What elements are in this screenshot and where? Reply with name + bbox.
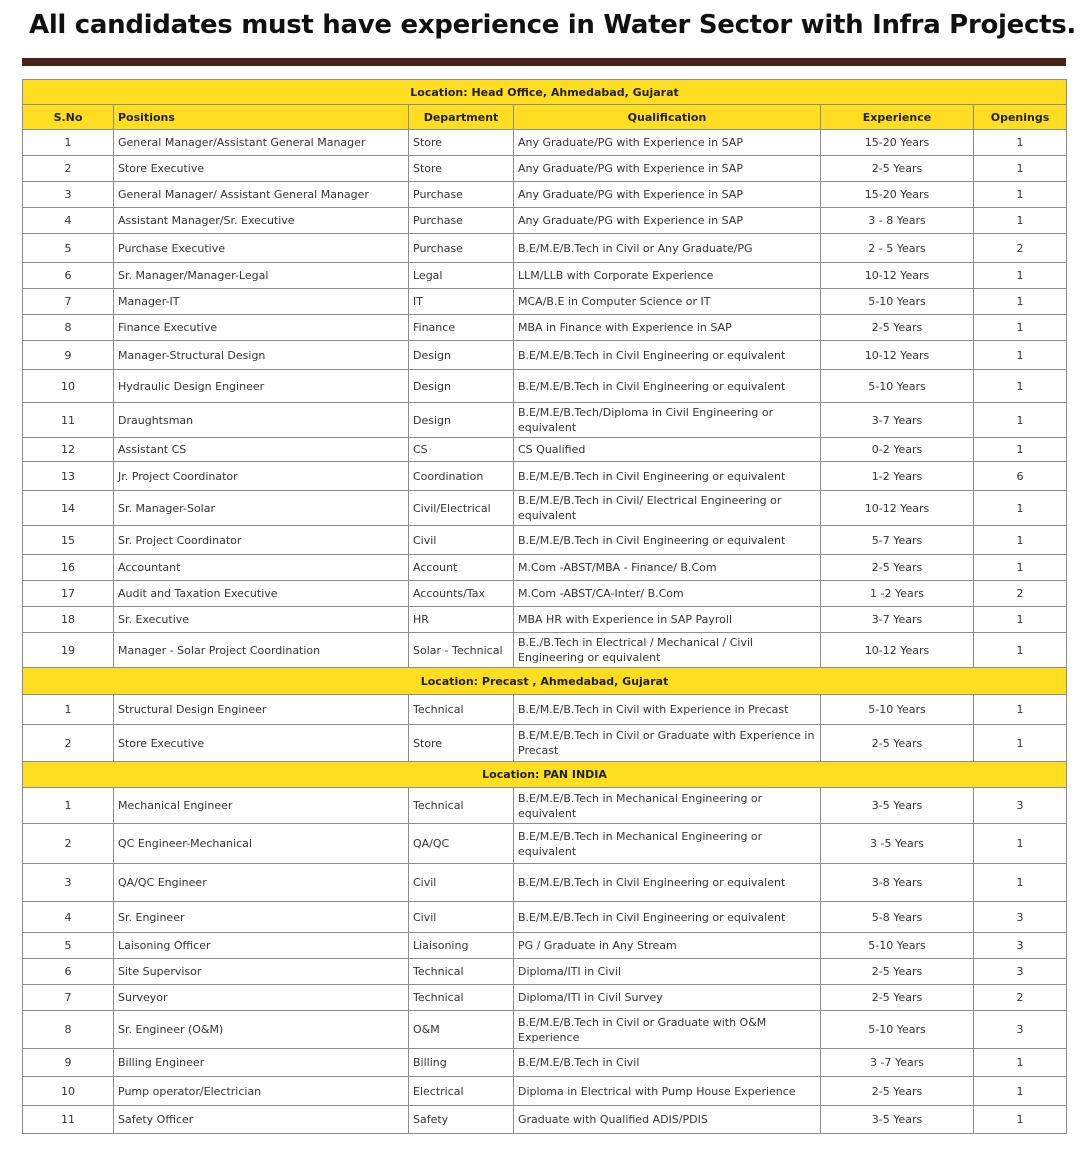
cell-qualification: B.E./B.Tech in Electrical / Mechanical / Civil Engineering or equivalent xyxy=(514,633,821,668)
cell-qualification: Any Graduate/PG with Experience in SAP xyxy=(514,208,821,234)
table-row xyxy=(23,824,1067,864)
table-row xyxy=(23,725,1067,762)
cell-position: Store Executive xyxy=(114,725,409,762)
cell-s-no: 7 xyxy=(23,985,114,1011)
table-row xyxy=(23,1077,1067,1106)
cell-department: HR xyxy=(409,607,514,633)
table-row xyxy=(23,341,1067,370)
cell-qualification: Diploma/ITI in Civil xyxy=(514,959,821,985)
cell-department: IT xyxy=(409,289,514,315)
table-row xyxy=(23,581,1067,607)
cell-department: Solar - Technical xyxy=(409,633,514,668)
page-headline: All candidates must have experience in Water Sector with Infra Projects. xyxy=(29,10,1076,40)
column-header-department: Department xyxy=(409,105,514,130)
table-row xyxy=(23,289,1067,315)
cell-position: General Manager/ Assistant General Manager xyxy=(114,182,409,208)
cell-position: General Manager/Assistant General Manager xyxy=(114,130,409,156)
table-row xyxy=(23,695,1067,725)
table-row xyxy=(23,403,1067,438)
cell-s-no: 17 xyxy=(23,581,114,607)
cell-qualification: MBA in Finance with Experience in SAP xyxy=(514,315,821,341)
cell-department: Civil xyxy=(409,864,514,902)
cell-department: Design xyxy=(409,341,514,370)
cell-openings: 1 xyxy=(974,695,1067,725)
cell-position: Safety Officer xyxy=(114,1106,409,1134)
cell-openings: 1 xyxy=(974,1049,1067,1077)
cell-s-no: 14 xyxy=(23,491,114,526)
cell-qualification: Graduate with Qualified ADIS/PDIS xyxy=(514,1106,821,1134)
location-label: Location: PAN INDIA xyxy=(23,762,1067,788)
cell-s-no: 2 xyxy=(23,725,114,762)
cell-department: QA/QC xyxy=(409,824,514,864)
cell-experience: 2-5 Years xyxy=(821,1077,974,1106)
cell-experience: 5-7 Years xyxy=(821,526,974,555)
table-row xyxy=(23,182,1067,208)
cell-department: Design xyxy=(409,370,514,403)
cell-s-no: 18 xyxy=(23,607,114,633)
cell-openings: 2 xyxy=(974,581,1067,607)
cell-department: Civil xyxy=(409,526,514,555)
cell-experience: 2-5 Years xyxy=(821,725,974,762)
cell-s-no: 4 xyxy=(23,208,114,234)
cell-experience: 1 -2 Years xyxy=(821,581,974,607)
cell-qualification: B.E/M.E/B.Tech in Civil xyxy=(514,1049,821,1077)
cell-department: Technical xyxy=(409,695,514,725)
column-header-s-no: S.No xyxy=(23,105,114,130)
cell-experience: 2 - 5 Years xyxy=(821,234,974,263)
cell-qualification: B.E/M.E/B.Tech in Civil or Any Graduate/PG xyxy=(514,234,821,263)
cell-openings: 2 xyxy=(974,234,1067,263)
cell-experience: 5-10 Years xyxy=(821,289,974,315)
cell-department: Technical xyxy=(409,788,514,824)
table-row xyxy=(23,902,1067,933)
cell-department: Store xyxy=(409,156,514,182)
location-label: Location: Head Office, Ahmedabad, Gujarat xyxy=(23,80,1067,105)
cell-experience: 10-12 Years xyxy=(821,633,974,668)
cell-position: Assistant Manager/Sr. Executive xyxy=(114,208,409,234)
location-row xyxy=(23,668,1067,695)
table-row xyxy=(23,208,1067,234)
cell-department: Civil/Electrical xyxy=(409,491,514,526)
location-label: Location: Precast , Ahmedabad, Gujarat xyxy=(23,668,1067,695)
cell-position: Site Supervisor xyxy=(114,959,409,985)
cell-s-no: 13 xyxy=(23,462,114,491)
cell-openings: 3 xyxy=(974,933,1067,959)
cell-s-no: 7 xyxy=(23,289,114,315)
cell-position: Pump operator/Electrician xyxy=(114,1077,409,1106)
cell-position: Accountant xyxy=(114,555,409,581)
cell-openings: 1 xyxy=(974,341,1067,370)
cell-experience: 5-10 Years xyxy=(821,933,974,959)
cell-experience: 3 -7 Years xyxy=(821,1049,974,1077)
cell-qualification: MBA HR with Experience in SAP Payroll xyxy=(514,607,821,633)
cell-department: Liaisoning xyxy=(409,933,514,959)
table-row xyxy=(23,462,1067,491)
cell-openings: 1 xyxy=(974,607,1067,633)
cell-experience: 3-8 Years xyxy=(821,864,974,902)
cell-experience: 15-20 Years xyxy=(821,182,974,208)
cell-experience: 10-12 Years xyxy=(821,491,974,526)
cell-position: Structural Design Engineer xyxy=(114,695,409,725)
cell-qualification: B.E/M.E/B.Tech in Civil Engineering or equivalent xyxy=(514,341,821,370)
cell-position: Hydraulic Design Engineer xyxy=(114,370,409,403)
cell-experience: 5-10 Years xyxy=(821,695,974,725)
cell-s-no: 9 xyxy=(23,341,114,370)
cell-experience: 3-5 Years xyxy=(821,788,974,824)
cell-position: Surveyor xyxy=(114,985,409,1011)
job-openings-table xyxy=(22,79,1067,1134)
cell-s-no: 4 xyxy=(23,902,114,933)
cell-experience: 10-12 Years xyxy=(821,263,974,289)
cell-s-no: 6 xyxy=(23,263,114,289)
cell-qualification: B.E/M.E/B.Tech in Civil Engineering or equivalent xyxy=(514,902,821,933)
table-row xyxy=(23,633,1067,668)
cell-qualification: Any Graduate/PG with Experience in SAP xyxy=(514,130,821,156)
cell-s-no: 8 xyxy=(23,1011,114,1049)
cell-experience: 2-5 Years xyxy=(821,156,974,182)
cell-experience: 5-8 Years xyxy=(821,902,974,933)
cell-openings: 1 xyxy=(974,208,1067,234)
cell-position: Draughtsman xyxy=(114,403,409,438)
cell-experience: 15-20 Years xyxy=(821,130,974,156)
cell-qualification: B.E/M.E/B.Tech in Civil Engineering or equivalent xyxy=(514,462,821,491)
cell-openings: 1 xyxy=(974,156,1067,182)
table-row xyxy=(23,263,1067,289)
table-row xyxy=(23,234,1067,263)
cell-openings: 1 xyxy=(974,289,1067,315)
cell-position: Manager-Structural Design xyxy=(114,341,409,370)
cell-department: Electrical xyxy=(409,1077,514,1106)
cell-position: Jr. Project Coordinator xyxy=(114,462,409,491)
table-row xyxy=(23,985,1067,1011)
cell-experience: 2-5 Years xyxy=(821,315,974,341)
cell-openings: 3 xyxy=(974,788,1067,824)
cell-s-no: 15 xyxy=(23,526,114,555)
cell-s-no: 10 xyxy=(23,370,114,403)
cell-qualification: Any Graduate/PG with Experience in SAP xyxy=(514,156,821,182)
cell-qualification: Diploma/ITI in Civil Survey xyxy=(514,985,821,1011)
cell-position: Audit and Taxation Executive xyxy=(114,581,409,607)
cell-position: Billing Engineer xyxy=(114,1049,409,1077)
cell-position: Sr. Manager/Manager-Legal xyxy=(114,263,409,289)
cell-openings: 1 xyxy=(974,1077,1067,1106)
cell-department: Design xyxy=(409,403,514,438)
cell-qualification: M.Com -ABST/CA-Inter/ B.Com xyxy=(514,581,821,607)
cell-qualification: B.E/M.E/B.Tech in Civil Engineering or equivalent xyxy=(514,526,821,555)
cell-experience: 3 -5 Years xyxy=(821,824,974,864)
cell-openings: 6 xyxy=(974,462,1067,491)
cell-department: Billing xyxy=(409,1049,514,1077)
cell-openings: 1 xyxy=(974,438,1067,462)
cell-openings: 1 xyxy=(974,864,1067,902)
location-row xyxy=(23,762,1067,788)
cell-position: Store Executive xyxy=(114,156,409,182)
table-row xyxy=(23,933,1067,959)
cell-qualification: B.E/M.E/B.Tech in Civil Engineering or equivalent xyxy=(514,864,821,902)
cell-s-no: 9 xyxy=(23,1049,114,1077)
table-row xyxy=(23,959,1067,985)
table-row xyxy=(23,526,1067,555)
cell-s-no: 8 xyxy=(23,315,114,341)
cell-s-no: 19 xyxy=(23,633,114,668)
cell-qualification: PG / Graduate in Any Stream xyxy=(514,933,821,959)
cell-s-no: 3 xyxy=(23,182,114,208)
cell-s-no: 10 xyxy=(23,1077,114,1106)
cell-experience: 3 - 8 Years xyxy=(821,208,974,234)
cell-experience: 3-7 Years xyxy=(821,607,974,633)
cell-position: Purchase Executive xyxy=(114,234,409,263)
table-row xyxy=(23,438,1067,462)
cell-experience: 5-10 Years xyxy=(821,1011,974,1049)
cell-s-no: 2 xyxy=(23,156,114,182)
cell-department: Safety xyxy=(409,1106,514,1134)
cell-department: Civil xyxy=(409,902,514,933)
table-row xyxy=(23,370,1067,403)
cell-department: Coordination xyxy=(409,462,514,491)
cell-openings: 3 xyxy=(974,1011,1067,1049)
cell-openings: 1 xyxy=(974,725,1067,762)
column-header-experience: Experience xyxy=(821,105,974,130)
cell-openings: 1 xyxy=(974,315,1067,341)
cell-openings: 1 xyxy=(974,370,1067,403)
cell-qualification: B.E/M.E/B.Tech in Civil or Graduate with O&M Experience xyxy=(514,1011,821,1049)
cell-openings: 1 xyxy=(974,1106,1067,1134)
cell-s-no: 2 xyxy=(23,824,114,864)
cell-qualification: B.E/M.E/B.Tech in Mechanical Engineering or equivalent xyxy=(514,788,821,824)
cell-s-no: 5 xyxy=(23,234,114,263)
table-row xyxy=(23,315,1067,341)
column-header-row xyxy=(23,105,1067,130)
cell-qualification: Diploma in Electrical with Pump House Experience xyxy=(514,1077,821,1106)
cell-openings: 1 xyxy=(974,555,1067,581)
cell-openings: 1 xyxy=(974,263,1067,289)
cell-s-no: 11 xyxy=(23,403,114,438)
cell-position: QA/QC Engineer xyxy=(114,864,409,902)
cell-openings: 1 xyxy=(974,182,1067,208)
table-row xyxy=(23,1049,1067,1077)
cell-department: Technical xyxy=(409,959,514,985)
cell-openings: 1 xyxy=(974,403,1067,438)
cell-openings: 1 xyxy=(974,824,1067,864)
cell-qualification: B.E/M.E/B.Tech in Civil or Graduate with Experience in Precast xyxy=(514,725,821,762)
table-row xyxy=(23,788,1067,824)
cell-qualification: B.E/M.E/B.Tech in Civil with Experience in Precast xyxy=(514,695,821,725)
table-row xyxy=(23,156,1067,182)
cell-openings: 1 xyxy=(974,130,1067,156)
cell-qualification: Any Graduate/PG with Experience in SAP xyxy=(514,182,821,208)
cell-department: Technical xyxy=(409,985,514,1011)
header-divider xyxy=(22,58,1066,66)
table-row xyxy=(23,864,1067,902)
cell-s-no: 11 xyxy=(23,1106,114,1134)
cell-experience: 10-12 Years xyxy=(821,341,974,370)
cell-position: Sr. Engineer xyxy=(114,902,409,933)
cell-position: Sr. Engineer (O&M) xyxy=(114,1011,409,1049)
cell-experience: 3-7 Years xyxy=(821,403,974,438)
cell-position: Assistant CS xyxy=(114,438,409,462)
table-row xyxy=(23,491,1067,526)
cell-position: Sr. Project Coordinator xyxy=(114,526,409,555)
cell-qualification: B.E/M.E/B.Tech/Diploma in Civil Engineering or equivalent xyxy=(514,403,821,438)
cell-s-no: 6 xyxy=(23,959,114,985)
cell-openings: 2 xyxy=(974,985,1067,1011)
cell-qualification: B.E/M.E/B.Tech in Civil Engineering or equivalent xyxy=(514,370,821,403)
cell-qualification: B.E/M.E/B.Tech in Mechanical Engineering or equivalent xyxy=(514,824,821,864)
cell-position: Manager-IT xyxy=(114,289,409,315)
cell-position: Sr. Executive xyxy=(114,607,409,633)
cell-experience: 3-5 Years xyxy=(821,1106,974,1134)
cell-department: Account xyxy=(409,555,514,581)
cell-position: Manager - Solar Project Coordination xyxy=(114,633,409,668)
cell-qualification: M.Com -ABST/MBA - Finance/ B.Com xyxy=(514,555,821,581)
cell-experience: 0-2 Years xyxy=(821,438,974,462)
cell-department: Legal xyxy=(409,263,514,289)
cell-s-no: 12 xyxy=(23,438,114,462)
cell-experience: 2-5 Years xyxy=(821,555,974,581)
cell-department: Store xyxy=(409,725,514,762)
table-row xyxy=(23,1011,1067,1049)
cell-position: Laisoning Officer xyxy=(114,933,409,959)
table-row xyxy=(23,607,1067,633)
column-header-openings: Openings xyxy=(974,105,1067,130)
cell-qualification: LLM/LLB with Corporate Experience xyxy=(514,263,821,289)
cell-s-no: 5 xyxy=(23,933,114,959)
cell-s-no: 1 xyxy=(23,695,114,725)
cell-qualification: CS Qualified xyxy=(514,438,821,462)
table-row xyxy=(23,1106,1067,1134)
cell-department: Purchase xyxy=(409,234,514,263)
cell-department: Accounts/Tax xyxy=(409,581,514,607)
cell-experience: 2-5 Years xyxy=(821,959,974,985)
cell-department: Purchase xyxy=(409,208,514,234)
cell-department: Store xyxy=(409,130,514,156)
cell-department: Purchase xyxy=(409,182,514,208)
cell-s-no: 1 xyxy=(23,788,114,824)
cell-department: CS xyxy=(409,438,514,462)
cell-position: Finance Executive xyxy=(114,315,409,341)
cell-department: O&M xyxy=(409,1011,514,1049)
cell-experience: 5-10 Years xyxy=(821,370,974,403)
cell-openings: 3 xyxy=(974,959,1067,985)
cell-experience: 2-5 Years xyxy=(821,985,974,1011)
column-header-qualification: Qualification xyxy=(514,105,821,130)
cell-openings: 3 xyxy=(974,902,1067,933)
cell-openings: 1 xyxy=(974,491,1067,526)
table-row xyxy=(23,130,1067,156)
table-row xyxy=(23,555,1067,581)
cell-experience: 1-2 Years xyxy=(821,462,974,491)
cell-s-no: 3 xyxy=(23,864,114,902)
cell-s-no: 16 xyxy=(23,555,114,581)
cell-position: Mechanical Engineer xyxy=(114,788,409,824)
cell-qualification: B.E/M.E/B.Tech in Civil/ Electrical Engineering or equivalent xyxy=(514,491,821,526)
cell-position: Sr. Manager-Solar xyxy=(114,491,409,526)
cell-qualification: MCA/B.E in Computer Science or IT xyxy=(514,289,821,315)
cell-s-no: 1 xyxy=(23,130,114,156)
cell-position: QC Engineer-Mechanical xyxy=(114,824,409,864)
cell-openings: 1 xyxy=(974,526,1067,555)
cell-department: Finance xyxy=(409,315,514,341)
location-row xyxy=(23,80,1067,105)
column-header-position: Positions xyxy=(114,105,409,130)
cell-openings: 1 xyxy=(974,633,1067,668)
